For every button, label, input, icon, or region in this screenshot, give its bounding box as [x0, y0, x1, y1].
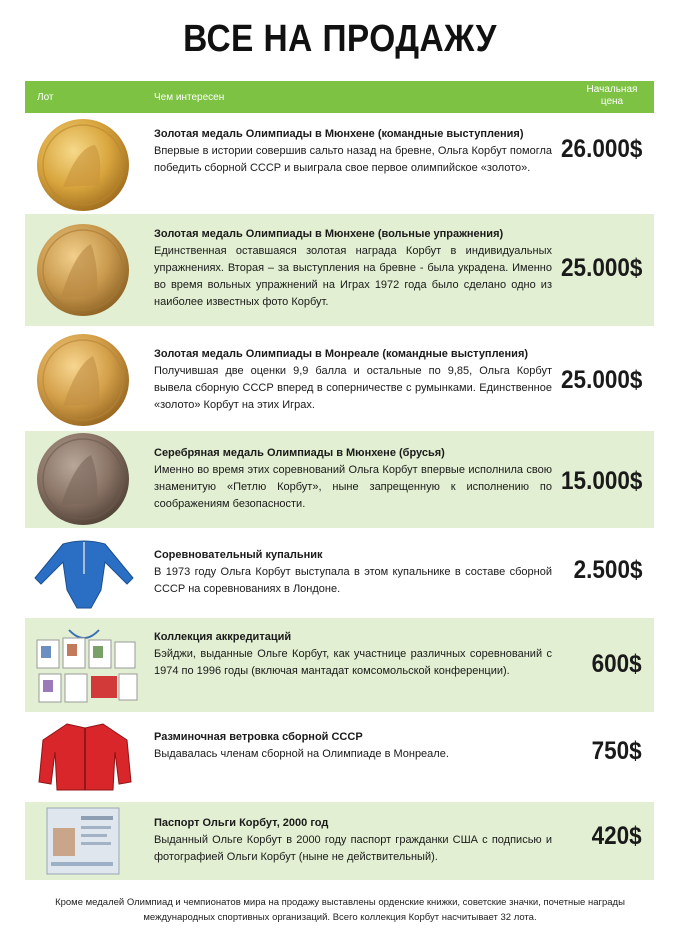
- passport-image: [45, 806, 121, 876]
- lot-price: 25.000$: [560, 366, 642, 394]
- header-price-line2: цена: [600, 96, 624, 107]
- table-header: [25, 81, 654, 113]
- header-price: [580, 84, 644, 108]
- lot-price: 750$: [591, 737, 642, 765]
- gold-medal-image: [33, 332, 133, 428]
- lot-title: Золотая медаль Олимпиады в Монреале (командные выступления): [154, 348, 529, 360]
- lot-row: [25, 618, 654, 712]
- lot-description: Получившая две оценки 9,9 балла и остальные по 9,85, Ольга Корбут вывела сборную СССР вперед в соперничестве с румынками. Единственное «золото» Корбут на этих Играх.: [154, 365, 552, 411]
- lot-row: [25, 712, 654, 802]
- lot-title: Серебряная медаль Олимпиады в Мюнхене (брусья): [154, 447, 445, 459]
- header-why: Чем интересен: [154, 92, 225, 103]
- gold-medal-image: [33, 117, 133, 213]
- leotard-image: [29, 534, 139, 612]
- lot-description: В 1973 году Ольга Корбут выступала в этом купальнике в составе сборной СССР на соревнованиях в Лондоне.: [154, 566, 552, 595]
- lot-title: Разминочная ветровка сборной СССР: [154, 731, 363, 743]
- lot-row: [25, 326, 654, 431]
- lot-row: [25, 528, 654, 618]
- lot-description: Единственная оставшаяся золотая награда Корбут в индивидуальных упражнениях. Вторая – за выступления на бревне - была украдена. Именно во время вольных упражнений на Играх 1972 года было сделано одно из наиболее известных фото Корбут.: [154, 245, 552, 308]
- lot-price: 420$: [591, 822, 642, 850]
- page-title: ВСЕ НА ПРОДАЖУ: [183, 18, 497, 60]
- lot-price: 25.000$: [560, 254, 642, 282]
- lot-description: Выдавалась членам сборной на Олимпиаде в Монреале.: [154, 748, 449, 760]
- lot-title: Соревновательный купальник: [154, 549, 323, 561]
- lot-title: Паспорт Ольги Корбут, 2000 год: [154, 817, 329, 829]
- lot-title: Коллекция аккредитаций: [154, 631, 292, 643]
- lot-description: Бэйджи, выданные Ольге Корбут, как участнице различных соревнований с 1974 по 1996 годы (включая мантадат комсомольской конференции).: [154, 648, 552, 677]
- lot-description: Выданный Ольге Корбут в 2000 году паспорт гражданки США с подписью и фотографией Ольги Корбут (ныне не действительный).: [154, 834, 552, 863]
- lot-row: [25, 113, 654, 214]
- silver-medal-image: [33, 431, 133, 527]
- jacket-image: [35, 718, 135, 796]
- header-price-line1: Начальная: [586, 84, 638, 95]
- badges-image: [29, 626, 141, 706]
- header-lot: Лот: [37, 92, 54, 103]
- lot-row: [25, 802, 654, 880]
- lot-price: 2.500$: [573, 556, 642, 584]
- lot-price: 15.000$: [560, 467, 642, 495]
- lot-description: Впервые в истории совершив сальто назад на бревне, Ольга Корбут помогла победить сборной СССР и выиграла свое первое олимпийское «золото».: [154, 145, 552, 174]
- lot-title: Золотая медаль Олимпиады в Мюнхене (вольные упражнения): [154, 228, 504, 240]
- gold-medal-image: [33, 222, 133, 318]
- lot-price: 26.000$: [560, 135, 642, 163]
- lot-row: [25, 431, 654, 528]
- lot-title: Золотая медаль Олимпиады в Мюнхене (командные выступления): [154, 128, 524, 140]
- lot-price: 600$: [591, 650, 642, 678]
- lot-description: Именно во время этих соревнований Ольга Корбут впервые исполнила свою знаменитую «Петлю Корбут», ныне запрещенную к исполнению по соображениям безопасности.: [154, 464, 552, 510]
- lot-row: [25, 214, 654, 326]
- footer-note: Кроме медалей Олимпиад и чемпионатов мира на продажу выставлены орденские книжки, советские значки, почетные награды международных спортивных организаций. Всего коллекция Корбут насчитывает 32 лота.: [55, 897, 625, 923]
